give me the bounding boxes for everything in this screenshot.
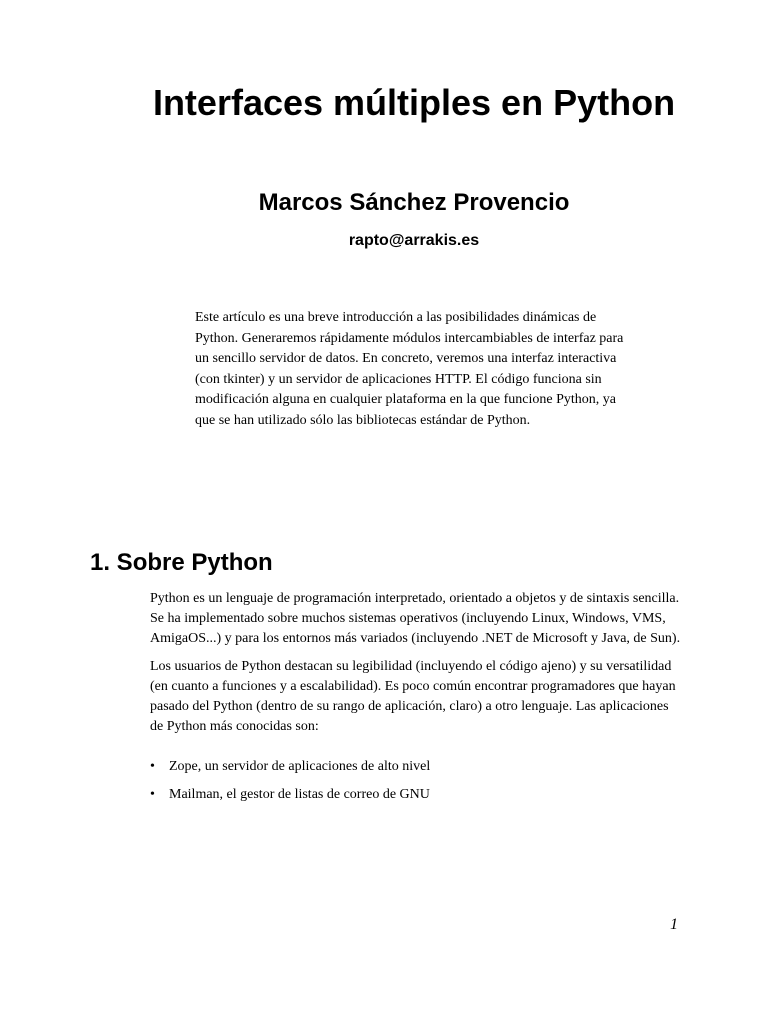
- bullet-icon: •: [150, 787, 155, 802]
- paragraph: Python es un lenguaje de programación interpretado, orientado a objetos y de sintaxis sencilla. Se ha implementado sobre muchos sistemas operativos (incluyendo Linux, Windows, VMS, AmigaOS...) y para los entornos más variados (incluyendo .NET de Microsoft y Java, de Sun).: [150, 591, 681, 646]
- bullet-icon: •: [150, 759, 155, 774]
- list-item-text: Mailman, el gestor de listas de correo de GNU: [169, 787, 430, 802]
- abstract: Este artículo es una breve introducción a las posibilidades dinámicas de Python. Generaremos rápidamente módulos intercambiables de interfaz para un sencillo servidor de datos. En concreto, veremos una interfaz interactiva (con tkinter) y un servidor de aplicaciones HTTP. El código funciona sin modificación alguna en cualquier plataforma en la que funcione Python, ya que se han utilizado sólo las bibliotecas estándar de Python.: [195, 310, 624, 428]
- bullet-list: [150, 757, 685, 805]
- paragraph: Los usuarios de Python destacan su legibilidad (incluyendo el código ajeno) y su versatilidad (en cuanto a funciones y a escalabilidad). Es poco común encontrar programadores que hayan pasado del Python (dentro de su rango de aplicación, claro) a otro lenguaje. Las aplicaciones de Python más conocidas son:: [150, 659, 676, 734]
- section-body: [150, 589, 685, 813]
- list-item: [150, 757, 685, 777]
- section-heading: 1. Sobre Python: [90, 549, 273, 576]
- page-number: 1: [670, 916, 678, 933]
- list-item-text: Zope, un servidor de aplicaciones de alto nivel: [169, 759, 431, 774]
- list-item: [150, 785, 685, 805]
- author-name: Marcos Sánchez Provencio: [258, 189, 570, 216]
- document-title: Interfaces múltiples en Python: [152, 82, 676, 123]
- author-email: rapto@arrakis.es: [348, 232, 480, 249]
